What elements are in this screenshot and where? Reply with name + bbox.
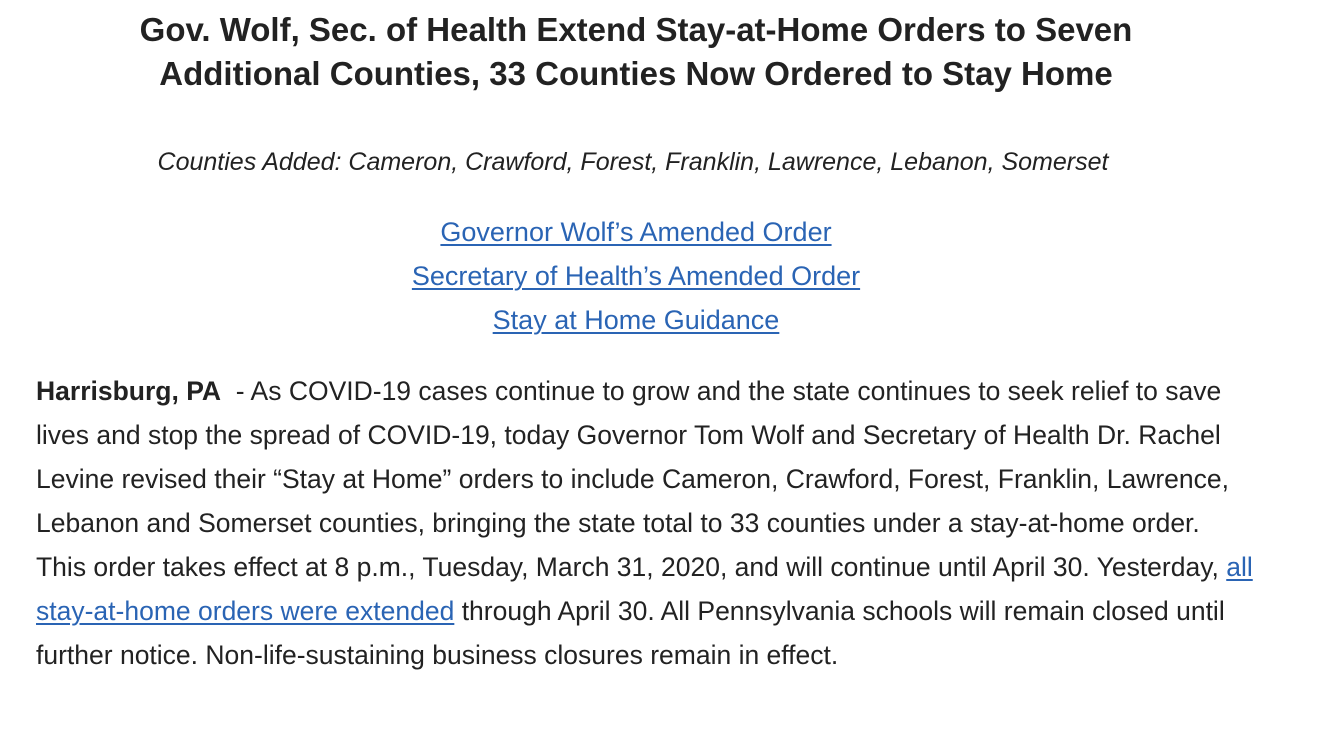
press-release-headline	[40, 8, 1232, 96]
governor-amended-order-link[interactable]: Governor Wolf’s Amended Order	[440, 217, 832, 247]
body-text-part-1: - As COVID-19 cases continue to grow and the state continues to seek relief to save lives and stop the spread of COVID-19, today Governor Tom Wolf and Secretary of Health Dr. Rachel Levine revised their “Stay at Home” orders to include Cameron, Crawford, Forest, Franklin, Lawrence, Lebanon and Somerset counties, bringing the state total to 33 counties under a stay-at-home order. This order takes effect at 8 p.m., Tuesday, March 31, 2020, and will continue until April 30. Yesterday,	[36, 376, 1229, 582]
order-link-item	[0, 212, 1272, 256]
press-release-body	[36, 369, 1256, 677]
dateline: Harrisburg, PA	[36, 376, 222, 406]
headline-line-2: Additional Counties, 33 Counties Now Ordered to Stay Home	[159, 55, 1113, 92]
order-link-item	[0, 300, 1272, 344]
stay-at-home-guidance-link[interactable]: Stay at Home Guidance	[492, 305, 780, 335]
order-links-list	[0, 212, 1272, 344]
body-text-part-2: through April 30. All Pennsylvania schools will remain closed until further notice. Non-life-sustaining business closures remain in effect.	[36, 596, 1225, 670]
orders-extended-link[interactable]: all stay-at-home orders were extended	[36, 552, 1253, 626]
order-link-item	[0, 256, 1272, 300]
headline-line-1: Gov. Wolf, Sec. of Health Extend Stay-at-Home Orders to Seven	[139, 11, 1133, 48]
secretary-amended-order-link[interactable]: Secretary of Health’s Amended Order	[411, 261, 861, 291]
counties-added-subhead: Counties Added: Cameron, Crawford, Forest, Franklin, Lawrence, Lebanon, Somerset	[157, 148, 1109, 176]
